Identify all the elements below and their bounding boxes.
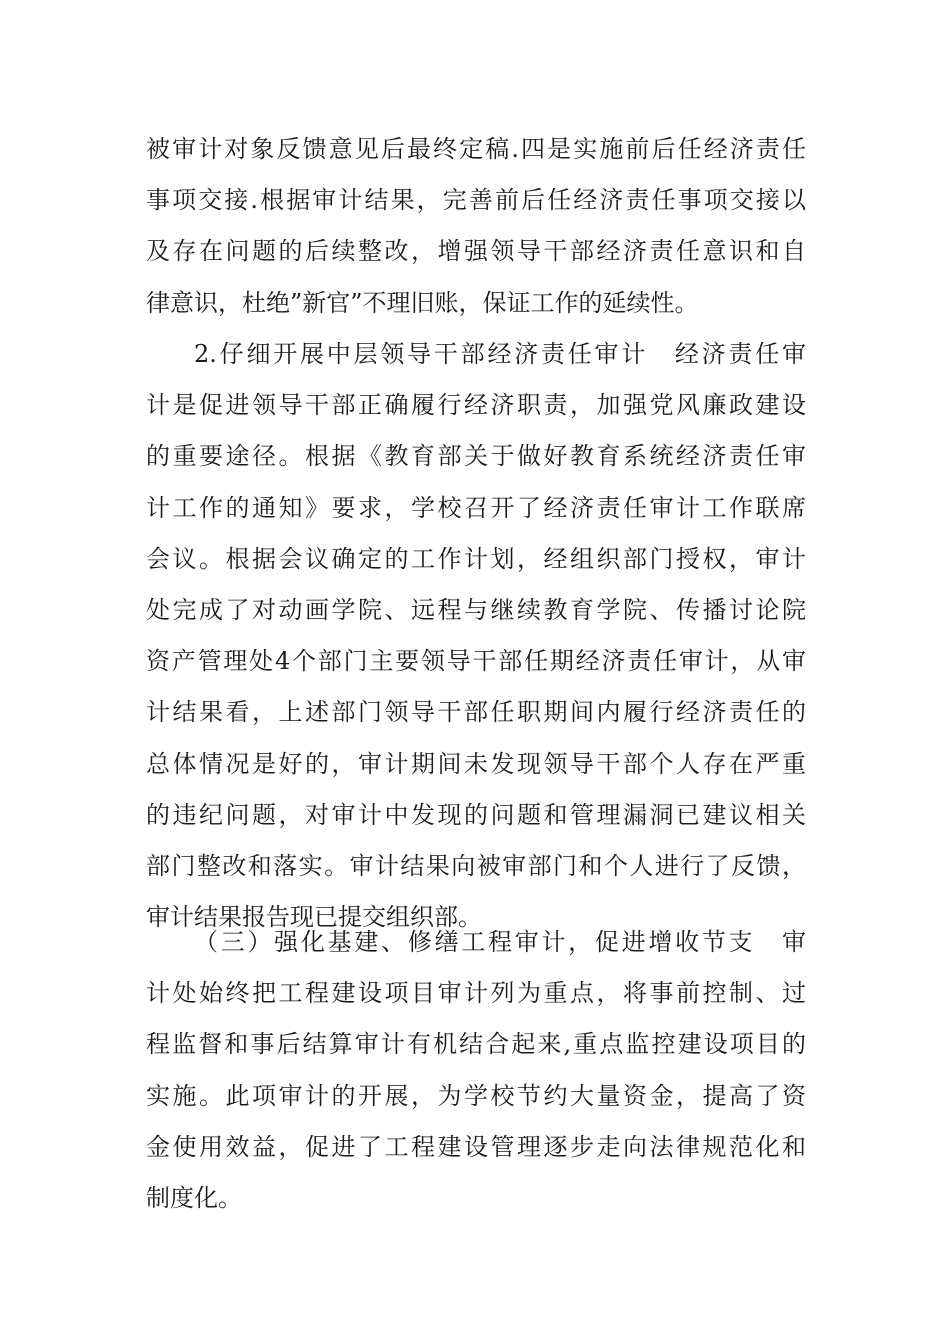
text-line: 及存在问题的后续整改，增强领导干部经济责任意识和自 [146, 237, 806, 266]
text-line: 程监督和事后结算审计有机结合起来,重点监控建设项目的 [146, 1030, 806, 1059]
text-line: 计工作的通知》要求，学校召开了经济责任审计工作联席 [146, 493, 806, 522]
text-line: 计处始终把工程建设项目审计列为重点，将事前控制、过 [146, 979, 806, 1008]
text-line: 2.仔细开展中层领导干部经济责任审计 经济责任审 [194, 340, 806, 368]
text-line: 审计结果报告现已提交组织部。 [146, 903, 482, 932]
text-line: 会议。根据会议确定的工作计划，经组织部门授权，审计 [146, 544, 806, 573]
text-line: 总体情况是好的，审计期间未发现领导干部个人存在严重 [146, 749, 806, 778]
text-line: 的违纪问题，对审计中发现的问题和管理漏洞已建议相关 [146, 800, 806, 829]
paragraph-1 [146, 124, 806, 329]
text-line: 计是促进领导干部正确履行经济职责，加强党风廉政建设 [146, 391, 806, 420]
text-line: 金使用效益，促进了工程建设管理逐步走向法律规范化和 [146, 1132, 806, 1161]
text-line: 资产管理处4个部门主要领导干部任期经济责任审计，从审 [146, 647, 806, 676]
text-line: 部门整改和落实。审计结果向被审部门和个人进行了反馈， [146, 851, 806, 880]
text-line: 的重要途径。根据《教育部关于做好教育系统经济责任审 [146, 442, 806, 471]
text-line: 制度化。 [146, 1183, 242, 1212]
paragraph-2 [146, 329, 806, 943]
text-line: 律意识，杜绝”新官”不理旧账，保证工作的延续性。 [146, 288, 699, 317]
paragraph-3 [146, 917, 806, 1224]
text-line: 被审计对象反馈意见后最终定稿.四是实施前后任经济责任 [146, 135, 806, 163]
text-line: 计结果看，上述部门领导干部任职期间内履行经济责任的 [146, 698, 806, 727]
text-line: （三）强化基建、修缮工程审计，促进增收节支 审 [194, 928, 806, 956]
text-line: 处完成了对动画学院、远程与继续教育学院、传播讨论院 [146, 595, 806, 624]
text-line: 实施。此项审计的开展，为学校节约大量资金，提高了资 [146, 1081, 806, 1110]
text-line: 事项交接.根据审计结果，完善前后任经济责任事项交接以 [146, 186, 806, 215]
